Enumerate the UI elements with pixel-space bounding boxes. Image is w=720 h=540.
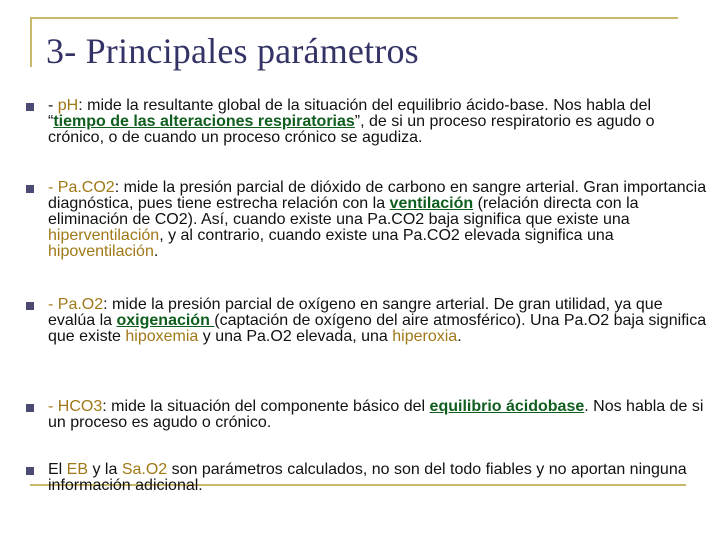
bullet-text: [48, 180, 712, 260]
text-run: : mide la situación del componente básico del: [102, 398, 430, 415]
link-term[interactable]: ventilación: [389, 195, 474, 212]
highlight-term: - Pa.O2: [48, 296, 104, 313]
text-run: (captación de oxígeno del aire atmosférico). Una Pa.O2 baja significa que existe: [48, 312, 707, 345]
highlight-term: hipoventilación: [48, 243, 154, 260]
square-bullet-icon: [26, 404, 34, 412]
link-term[interactable]: oxigenación: [116, 312, 215, 329]
text-run: : mide la presión parcial de dióxido de carbono en sangre arterial. Gran importancia diagnóstica, pues tiene estrecha relación con la: [48, 179, 707, 212]
highlight-term: hipoxemia: [125, 328, 199, 345]
bullet-text: [48, 462, 712, 494]
highlight-term: Sa.O2: [121, 461, 168, 478]
bullet-item-hco3: [26, 399, 712, 431]
frame-left-line: [30, 17, 32, 67]
text-run: ”, de si un proceso respiratorio es agudo o crónico, o de cuando un proceso crónico se agudiza.: [48, 113, 655, 146]
text-run: y una Pa.O2 elevada, una: [198, 328, 393, 345]
highlight-term: EB: [66, 461, 89, 478]
text-run: , y al contrario, cuando existe una Pa.CO2 elevada significa una: [159, 227, 614, 244]
bullet-item-ph: [26, 98, 712, 146]
square-bullet-icon: [26, 302, 34, 310]
text-run: -: [48, 97, 58, 114]
link-term[interactable]: tiempo de las alteraciones respiratorias: [53, 113, 355, 130]
slide-title: 3- Principales parámetros: [46, 31, 419, 71]
highlight-term: hiperoxia: [392, 328, 458, 345]
bullet-text: [48, 297, 712, 345]
highlight-term: - Pa.CO2: [48, 179, 115, 196]
text-run: : mide la resultante global de la situación del equilibrio ácido-base. Nos habla del “: [48, 97, 652, 130]
square-bullet-icon: [26, 103, 34, 111]
text-run: : mide la presión parcial de oxígeno en sangre arterial. De gran utilidad, ya que evalúa la: [48, 296, 663, 329]
bullet-item-eb-sao2: [26, 462, 712, 494]
square-bullet-icon: [26, 467, 34, 475]
text-run: .: [457, 328, 462, 345]
bullet-item-pao2: [26, 297, 712, 345]
square-bullet-icon: [26, 185, 34, 193]
link-term[interactable]: equilibrio ácidobase: [429, 398, 585, 415]
highlight-term: hiperventilación: [48, 227, 160, 244]
bullet-item-paco2: [26, 180, 712, 260]
bullet-text: [48, 399, 712, 431]
frame-top-line: [30, 17, 678, 19]
text-run: (relación directa con la eliminación de CO2). Así, cuando existe una Pa.CO2 baja significa que existe una: [48, 195, 639, 228]
text-run: .: [153, 243, 159, 260]
highlight-term: pH: [57, 97, 79, 114]
text-run: . Nos habla de si un proceso es agudo o crónico.: [48, 398, 704, 431]
text-run: son parámetros calculados, no son del todo fiables y no aportan ninguna información adicional.: [48, 461, 687, 494]
text-run: y la: [88, 461, 122, 478]
bullet-text: [48, 98, 712, 146]
highlight-term: - HCO3: [48, 398, 103, 415]
text-run: El: [48, 461, 67, 478]
